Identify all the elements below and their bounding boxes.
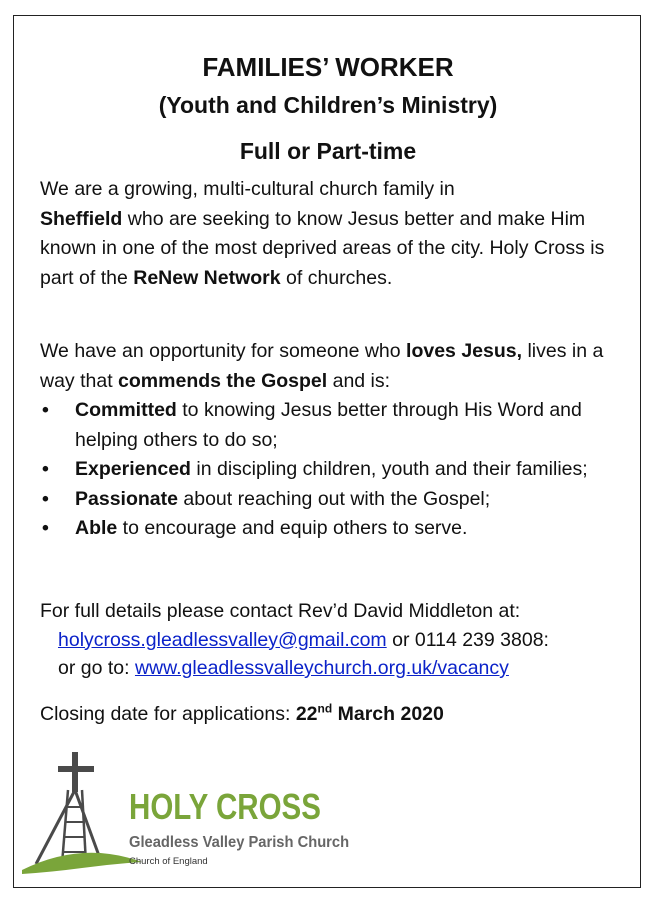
contact-intro: For full details please contact Rev’d David Middleton at: — [40, 600, 521, 622]
list-item: • Passionate about reaching out with the Gospel; — [40, 485, 630, 515]
job-subtitle: (Youth and Children’s Ministry) — [158, 92, 498, 118]
job-title: FAMILIES’ WORKER — [202, 52, 454, 82]
logo-church-name: HOLY CROSS — [129, 786, 321, 827]
bullet-icon: • — [42, 399, 49, 421]
list-item: • Able to encourage and equip others to serve. — [40, 514, 630, 544]
bullet-icon: • — [42, 458, 49, 480]
phone-number: or 0114 239 3808: — [386, 628, 549, 651]
logo-denomination: Church of England — [129, 856, 208, 867]
intro-paragraph: We are a growing, multi-cultural church family in Sheffield who are seeking to know Jesus better and make Him known in one of the most deprived areas of the city. Holy Cross is part of the ReNew Network of churches. — [40, 178, 605, 289]
opportunity-paragraph: We have an opportunity for someone who loves Jesus, lives in a way that commends the Gospel and is: — [40, 340, 604, 392]
email-link[interactable]: holycross.gleadlessvalley@gmail.com — [58, 628, 387, 651]
city-name: Sheffield — [40, 207, 123, 230]
bullet-icon: • — [42, 517, 49, 539]
vacancy-link[interactable]: www.gleadlessvalleychurch.org.uk/vacancy — [134, 657, 509, 679]
qualities-list — [40, 396, 630, 544]
list-item: • Experienced in discipling children, youth and their families; — [40, 455, 630, 485]
logo-parish-name: Gleadless Valley Parish Church — [129, 834, 350, 851]
list-item: • Committed to knowing Jesus better through His Word and helping others to do so; — [40, 396, 630, 455]
closing-date: Closing date for applications: 22nd March 2020 — [40, 701, 444, 725]
network-name: ReNew Network — [133, 266, 281, 289]
contact-section: For full details please contact Rev’d David Middleton at: holycross.gleadlessvalley@gmail.com or 0114 239 3808: or go to: www.gleadlessvalleychurch.org.uk/vacancy — [40, 600, 549, 679]
job-hours: Full or Part-time — [239, 138, 417, 164]
bullet-icon: • — [42, 487, 49, 510]
